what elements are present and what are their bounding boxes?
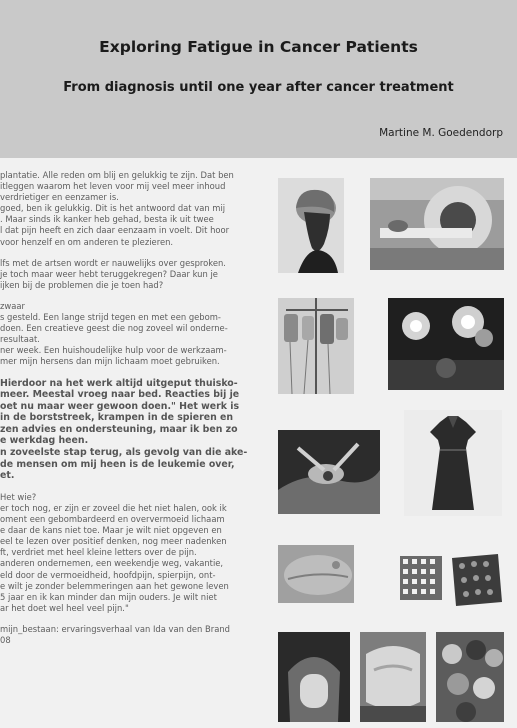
text-line: s gesteld. Een lange strijd tegen en met een gebom- [0, 312, 221, 323]
text-line-bold: meer. Meestal vroeg naar bed. Reacties bij je [0, 389, 240, 401]
text-line: doen. Een creatieve geest die nog zoveel wil onderne- [0, 323, 228, 334]
text-line-bold: zen advies en ondersteuning, maar ik ben zo [0, 423, 238, 435]
photo-surgery [278, 430, 380, 514]
text-line-bold: n zoveelste stap terug, als gevolg van die ake- [0, 447, 248, 459]
body-text-column [0, 170, 268, 728]
text-line-bold: e werkdag heen. [0, 435, 89, 447]
text-line: eld door de vermoeidheid, hoofdpijn, spierpijn, ont- [0, 569, 216, 580]
photo-mannequins-wigs [436, 632, 504, 722]
photo-iv-drip-bags [278, 298, 354, 394]
text-line: plantatie. Alle reden om blij en gelukkig te zijn. Dat ben [0, 170, 234, 180]
author-name: Martine M. Goedendorp [379, 127, 503, 139]
text-line: ar het doet wel heel veel pijn." [0, 602, 129, 613]
header-band [0, 0, 517, 158]
text-line-bold: Hierdoor na het werk altijd uitgeput thuisko- [0, 377, 238, 389]
text-line: e daar de kans niet toe. Maar je wilt niet opgeven en [0, 525, 222, 536]
text-line: er toch nog, er zijn er zoveel die het niet halen, ook ik [0, 502, 227, 513]
page-subtitle: From diagnosis until one year after cancer treatment [63, 80, 454, 95]
text-line-bold: oet nu maar weer gewoon doen." Het werk is [0, 400, 240, 412]
text-line: verdrietiger en eenzamer is. [0, 192, 119, 203]
photo-mri-scanner [370, 178, 504, 270]
photo-bandage [278, 632, 350, 722]
text-line: anderen ondernemen, een weekendje weg, vakantie, [0, 558, 224, 569]
text-line: goed, ben ik gelukkig. Dit is het antwoord dat van mij [0, 203, 226, 214]
photo-skin-closeup [278, 545, 354, 603]
text-line-bold: in de borststreek, krampen in de spieren en [0, 412, 234, 424]
text-line: oment een gebombardeerd en oververmoeid lichaam [0, 514, 225, 525]
text-line: . Maar sinds ik kanker heb gehad, besta ik uit twee [0, 214, 214, 225]
text-line: ijken bij de problemen die je toen had? [0, 279, 164, 290]
text-line: lfs met de artsen wordt er nauwelijks over gesproken. [0, 257, 226, 268]
text-line: ft, verdriet met heel kleine letters over de pijn. [0, 547, 197, 558]
text-line-bold: et. [0, 470, 15, 482]
photo-patient-headscarf [278, 178, 344, 273]
photo-knitted-squares [398, 552, 504, 608]
text-line: mijn_bestaan: ervaringsverhaal van Ida van den Brand [0, 623, 230, 634]
text-line: mer mijn hersens dan mijn lichaam moet gebruiken. [0, 356, 220, 367]
text-line: voor henzelf en om anderen te plezieren. [0, 236, 174, 247]
text-line: itleggen waarom het leven voor mij veel meer inhoud [0, 181, 226, 192]
text-line: e wilt je zonder belemmeringen aan het gewone leven [0, 580, 229, 591]
text-line: 08 [0, 634, 11, 645]
text-line: je toch maar weer hebt teruggekregen? Daar kun je [0, 268, 218, 279]
photo-operating-lights [388, 298, 504, 390]
text-line: ner week. Een huishoudelijke hulp voor de werkzaam- [0, 345, 227, 356]
text-line-bold: de mensen om mij heen is de leukemie over, [0, 458, 235, 470]
photo-pillow-bed [360, 632, 426, 722]
text-line: 5 jaar en ik kan minder dan mijn ouders. Je wilt niet [0, 591, 217, 602]
text-line: resultaat. [0, 334, 40, 345]
text-line: l dat pijn heeft en zich daar eenzaam in voelt. Dit hoor [0, 225, 230, 236]
text-line: Het wie? [0, 491, 37, 502]
text-line: eel te lezen over positief denken, nog meer nadenken [0, 536, 227, 547]
text-line: zwaar [0, 300, 25, 311]
photo-dress [404, 410, 502, 516]
page-title: Exploring Fatigue in Cancer Patients [99, 38, 418, 56]
